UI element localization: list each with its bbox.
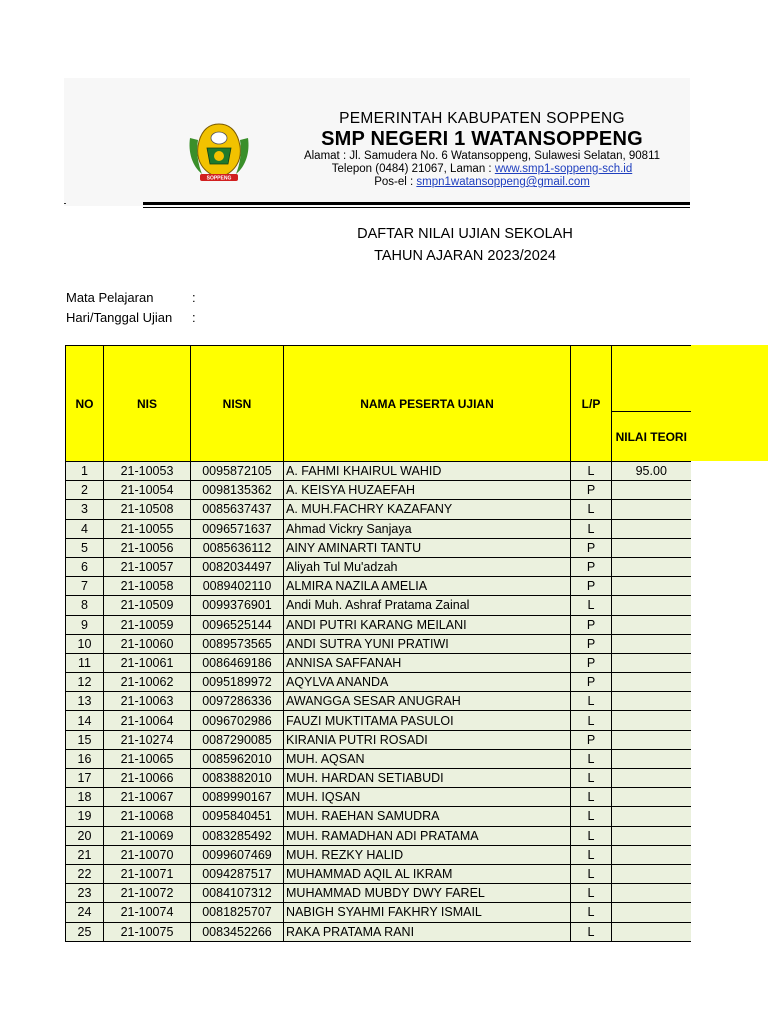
cell-nisn: 0095840451	[191, 807, 284, 826]
table-row	[66, 692, 691, 711]
table-row	[66, 769, 691, 788]
cell-no: 12	[66, 673, 104, 692]
cell-no: 6	[66, 557, 104, 576]
cell-nama: ANDI PUTRI KARANG MEILANI	[284, 615, 571, 634]
cell-nama: ALMIRA NAZILA AMELIA	[284, 577, 571, 596]
cell-no: 14	[66, 711, 104, 730]
exam-date-colon: :	[192, 310, 196, 325]
cell-nama: A. FAHMI KHAIRUL WAHID	[284, 462, 571, 481]
cell-nisn: 0084107312	[191, 884, 284, 903]
table-row	[66, 903, 691, 922]
cell-nilai	[612, 922, 691, 941]
cell-no: 19	[66, 807, 104, 826]
letterhead-divider-thick	[143, 202, 690, 205]
table-row	[66, 673, 691, 692]
school-name: SMP NEGERI 1 WATANSOPPENG	[321, 128, 643, 150]
table-row	[66, 557, 691, 576]
cell-nilai	[612, 864, 691, 883]
cell-no: 16	[66, 749, 104, 768]
subject-label: Mata Pelajaran	[66, 290, 154, 305]
school-email	[272, 176, 692, 189]
cell-nilai	[612, 730, 691, 749]
cell-no: 9	[66, 615, 104, 634]
cell-nis: 21-10068	[104, 807, 191, 826]
cell-nilai	[612, 653, 691, 672]
cell-nilai	[612, 788, 691, 807]
cell-no: 2	[66, 481, 104, 500]
cell-nama: A. MUH.FACHRY KAZAFANY	[284, 500, 571, 519]
table-row	[66, 730, 691, 749]
cell-lp: L	[571, 826, 612, 845]
cell-nis: 21-10075	[104, 922, 191, 941]
cell-nis: 21-10065	[104, 749, 191, 768]
header-nama: NAMA PESERTA UJIAN	[284, 346, 571, 462]
cell-nilai	[612, 500, 691, 519]
cell-no: 8	[66, 596, 104, 615]
table-row	[66, 884, 691, 903]
cell-nisn: 0094287517	[191, 864, 284, 883]
document-title: DAFTAR NILAI UJIAN SEKOLAH	[357, 226, 573, 242]
table-row	[66, 864, 691, 883]
cell-lp: P	[571, 557, 612, 576]
cell-nama: Ahmad Vickry Sanjaya	[284, 519, 571, 538]
subject-colon: :	[192, 290, 196, 305]
cell-nilai	[612, 845, 691, 864]
subject-field	[66, 290, 196, 305]
header-nilai-group	[612, 346, 691, 412]
header-overflow-fill	[690, 345, 768, 461]
cell-nilai	[612, 749, 691, 768]
cell-lp: L	[571, 711, 612, 730]
exam-date-field	[66, 310, 196, 325]
cell-no: 21	[66, 845, 104, 864]
cell-lp: P	[571, 653, 612, 672]
cell-nilai	[612, 538, 691, 557]
cell-nisn: 0096571637	[191, 519, 284, 538]
cell-nis: 21-10509	[104, 596, 191, 615]
cell-nama: FAUZI MUKTITAMA PASULOI	[284, 711, 571, 730]
cell-nilai	[612, 884, 691, 903]
cell-lp: L	[571, 769, 612, 788]
cell-lp: L	[571, 788, 612, 807]
cell-nis: 21-10055	[104, 519, 191, 538]
letterhead-divider-thin	[143, 207, 690, 208]
cell-nis: 21-10274	[104, 730, 191, 749]
cell-nama: KIRANIA PUTRI ROSADI	[284, 730, 571, 749]
table-row	[66, 807, 691, 826]
website-link[interactable]: www.smp1-soppeng-sch.id	[494, 163, 633, 175]
cell-lp: P	[571, 634, 612, 653]
cell-no: 11	[66, 653, 104, 672]
cell-nisn: 0097286336	[191, 692, 284, 711]
cell-lp: P	[571, 673, 612, 692]
cell-nis: 21-10057	[104, 557, 191, 576]
cell-nisn: 0082034497	[191, 557, 284, 576]
cell-lp: L	[571, 807, 612, 826]
cell-nama: MUH. HARDAN SETIABUDI	[284, 769, 571, 788]
cell-nis: 21-10071	[104, 864, 191, 883]
cell-nama: Aliyah Tul Mu'adzah	[284, 557, 571, 576]
cell-nilai	[612, 519, 691, 538]
table-row	[66, 577, 691, 596]
letterhead-text	[272, 110, 692, 189]
cell-nilai	[612, 769, 691, 788]
cell-no: 1	[66, 462, 104, 481]
document-subtitle: TAHUN AJARAN 2023/2024	[374, 248, 556, 264]
cell-nis: 21-10070	[104, 845, 191, 864]
cell-no: 4	[66, 519, 104, 538]
table-row	[66, 845, 691, 864]
cell-no: 23	[66, 884, 104, 903]
cell-lp: L	[571, 864, 612, 883]
cell-nisn: 0099607469	[191, 845, 284, 864]
table-row	[66, 749, 691, 768]
school-address: Alamat : Jl. Samudera No. 6 Watansoppeng, Sulawesi Selatan, 90811	[303, 150, 661, 162]
cell-nama: MUH. AQSAN	[284, 749, 571, 768]
cell-nama: MUHAMMAD AQIL AL IKRAM	[284, 864, 571, 883]
cell-nilai	[612, 596, 691, 615]
header-lp: L/P	[571, 346, 612, 462]
cell-nisn: 0083285492	[191, 826, 284, 845]
cell-lp: L	[571, 462, 612, 481]
cell-nisn: 0089402110	[191, 577, 284, 596]
header-nis: NIS	[104, 346, 191, 462]
cell-nilai	[612, 826, 691, 845]
cell-lp: P	[571, 538, 612, 557]
cell-no: 17	[66, 769, 104, 788]
cell-nis: 21-10059	[104, 615, 191, 634]
header-nisn: NISN	[191, 346, 284, 462]
table-row	[66, 596, 691, 615]
cell-nama: AWANGGA SESAR ANUGRAH	[284, 692, 571, 711]
government-name: PEMERINTAH KABUPATEN SOPPENG	[339, 110, 625, 127]
cell-nisn: 0085637437	[191, 500, 284, 519]
cell-lp: L	[571, 596, 612, 615]
header-nilai-teori: NILAI TEORI	[612, 412, 691, 462]
cell-lp: P	[571, 730, 612, 749]
cell-nama: MUH. RAMADHAN ADI PRATAMA	[284, 826, 571, 845]
cell-nis: 21-10061	[104, 653, 191, 672]
cell-lp: L	[571, 922, 612, 941]
cell-nis: 21-10508	[104, 500, 191, 519]
cell-nilai: 95.00	[612, 462, 691, 481]
cell-nilai	[612, 577, 691, 596]
cell-nisn: 0099376901	[191, 596, 284, 615]
cell-nama: AINY AMINARTI TANTU	[284, 538, 571, 557]
cell-nisn: 0083452266	[191, 922, 284, 941]
cell-nisn: 0089990167	[191, 788, 284, 807]
cell-nilai	[612, 807, 691, 826]
score-table	[65, 345, 691, 942]
cell-nama: ANDI SUTRA YUNI PRATIWI	[284, 634, 571, 653]
table-row	[66, 826, 691, 845]
cell-nisn: 0089573565	[191, 634, 284, 653]
cell-nama: MUH. RAEHAN SAMUDRA	[284, 807, 571, 826]
table-row	[66, 538, 691, 557]
table-row	[66, 615, 691, 634]
table-row	[66, 462, 691, 481]
header-no: NO	[66, 346, 104, 462]
cell-nisn: 0081825707	[191, 903, 284, 922]
cell-nisn: 0098135362	[191, 481, 284, 500]
cell-nama: RAKA PRATAMA RANI	[284, 922, 571, 941]
cell-no: 5	[66, 538, 104, 557]
cell-nis: 21-10062	[104, 673, 191, 692]
cell-nisn: 0087290085	[191, 730, 284, 749]
cell-nisn: 0085636112	[191, 538, 284, 557]
cell-nisn: 0086469186	[191, 653, 284, 672]
cell-nilai	[612, 615, 691, 634]
cell-no: 15	[66, 730, 104, 749]
cell-nis: 21-10069	[104, 826, 191, 845]
cell-nama: Andi Muh. Ashraf Pratama Zainal	[284, 596, 571, 615]
cell-lp: L	[571, 749, 612, 768]
table-row	[66, 711, 691, 730]
cell-no: 24	[66, 903, 104, 922]
table-row	[66, 481, 691, 500]
cell-nama: MUH. IQSAN	[284, 788, 571, 807]
table-row	[66, 519, 691, 538]
cell-nis: 21-10072	[104, 884, 191, 903]
cell-nis: 21-10064	[104, 711, 191, 730]
cell-nis: 21-10060	[104, 634, 191, 653]
svg-text:SOPPENG: SOPPENG	[206, 175, 232, 182]
cell-no: 20	[66, 826, 104, 845]
cell-no: 22	[66, 864, 104, 883]
cell-nama: NABIGH SYAHMI FAKHRY ISMAIL	[284, 903, 571, 922]
cell-lp: P	[571, 481, 612, 500]
email-link[interactable]: smpn1watansoppeng@gmail.com	[416, 176, 590, 188]
cell-nis: 21-10074	[104, 903, 191, 922]
cell-nilai	[612, 692, 691, 711]
cell-nama: ANNISA SAFFANAH	[284, 653, 571, 672]
cell-no: 18	[66, 788, 104, 807]
cell-no: 7	[66, 577, 104, 596]
cell-lp: L	[571, 884, 612, 903]
cell-nisn: 0096702986	[191, 711, 284, 730]
cell-lp: P	[571, 577, 612, 596]
cell-nisn: 0095872105	[191, 462, 284, 481]
cell-nama: AQYLVA ANANDA	[284, 673, 571, 692]
email-label: Pos-el :	[374, 176, 417, 188]
exam-date-label: Hari/Tanggal Ujian	[66, 310, 173, 325]
cell-nama: A. KEISYA HUZAEFAH	[284, 481, 571, 500]
table-row	[66, 788, 691, 807]
cell-no: 13	[66, 692, 104, 711]
cell-nis: 21-10066	[104, 769, 191, 788]
cell-nis: 21-10053	[104, 462, 191, 481]
cell-nama: MUH. REZKY HALID	[284, 845, 571, 864]
cell-nis: 21-10058	[104, 577, 191, 596]
cell-nisn: 0095189972	[191, 673, 284, 692]
cell-nisn: 0096525144	[191, 615, 284, 634]
cell-no: 10	[66, 634, 104, 653]
cell-nisn: 0083882010	[191, 769, 284, 788]
table-row	[66, 634, 691, 653]
cell-nis: 21-10063	[104, 692, 191, 711]
cell-lp: L	[571, 692, 612, 711]
cell-nilai	[612, 673, 691, 692]
cell-nilai	[612, 557, 691, 576]
cell-nama: MUHAMMAD MUBDY DWY FAREL	[284, 884, 571, 903]
cell-lp: L	[571, 519, 612, 538]
cell-nilai	[612, 903, 691, 922]
cell-nisn: 0085962010	[191, 749, 284, 768]
cell-nilai	[612, 711, 691, 730]
cell-nis: 21-10067	[104, 788, 191, 807]
stray-mark	[64, 203, 66, 204]
cell-no: 3	[66, 500, 104, 519]
table-row	[66, 500, 691, 519]
cell-nilai	[612, 634, 691, 653]
cell-lp: P	[571, 615, 612, 634]
cell-no: 25	[66, 922, 104, 941]
cell-lp: L	[571, 903, 612, 922]
school-phone	[272, 163, 692, 176]
table-row	[66, 653, 691, 672]
phone-text: Telepon (0484) 21067, Laman :	[331, 163, 495, 175]
soppeng-emblem-icon	[184, 118, 254, 188]
cell-nis: 21-10056	[104, 538, 191, 557]
cell-nis: 21-10054	[104, 481, 191, 500]
table-row	[66, 922, 691, 941]
cell-lp: L	[571, 500, 612, 519]
cell-nilai	[612, 481, 691, 500]
cell-lp: L	[571, 845, 612, 864]
